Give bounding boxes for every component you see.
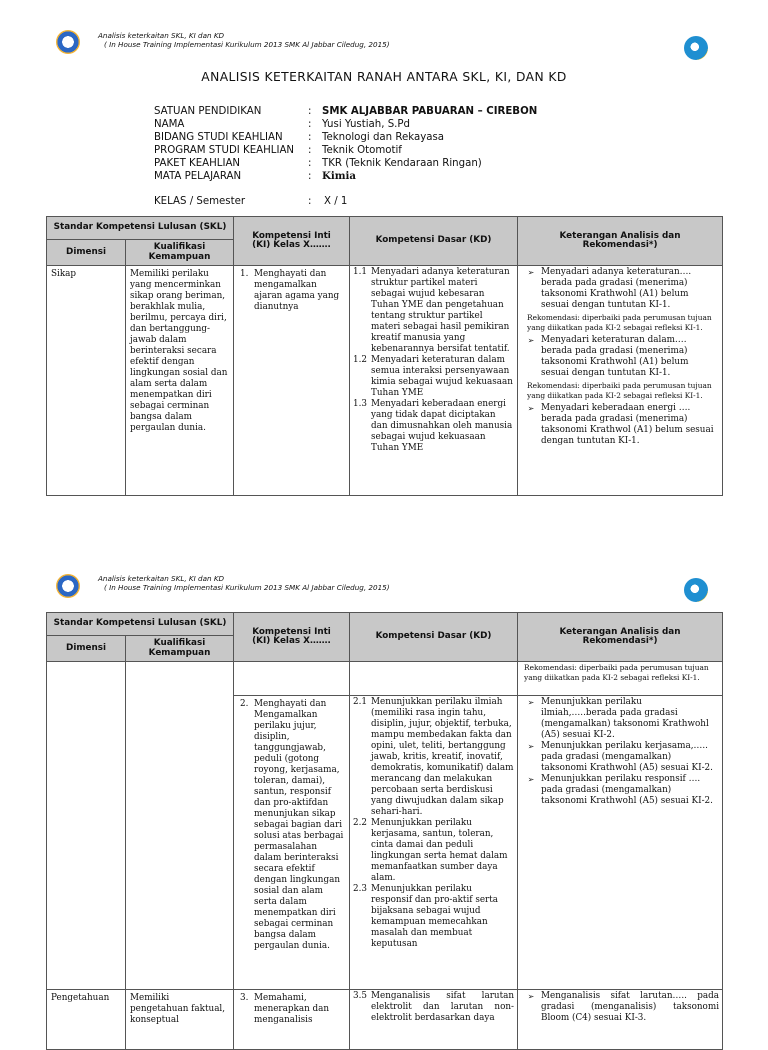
cell-dimensi <box>47 266 126 496</box>
info-value: Kimia <box>322 170 356 182</box>
ket-text: Menganalisis sifat larutan….. pada gradasi (menganalisis) taksonomi Bloom (C4) sesuai KI-3. <box>541 991 720 1023</box>
cell-ket <box>518 990 723 1050</box>
ki-number: 1. <box>240 269 249 279</box>
info-value: TKR (Teknik Kendaraan Ringan) <box>322 158 482 169</box>
header-kd: Kompetensi Dasar (KD) <box>350 217 518 266</box>
cell-ki-empty <box>234 662 350 696</box>
ket-item <box>521 741 719 774</box>
rekomendasi-text: Rekomendasi: diperbaiki pada perumusan tujuan yang diikatkan pada KI-2 sebagai refleksi KI-1. <box>527 381 712 400</box>
header-kualifikasi: Kualifikasi Kemampuan <box>126 240 234 266</box>
kd-item <box>353 884 514 950</box>
info-value: Teknik Otomotif <box>322 145 402 156</box>
info-label: SATUAN PENDIDIKAN <box>154 106 262 117</box>
info-label: PROGRAM STUDI KEAHLIAN <box>154 145 295 156</box>
ki-text: Menghayati dan Mengamalkan perilaku jujur, disiplin, tanggungjawab, peduli (gotong royong, kerjasama, toleran, damai), santun, responsif dan pro-aktifdan menunjukan sikap sebagai bagian dari solusi atas berbagai permasalahan dalam berinteraksi secara efektif dengan lingkungan sosial dan alam serta dalam menempatkan diri sebagai cerminan bangsa dalam pergaulan dunia. <box>254 699 344 951</box>
kd-item <box>353 991 514 1024</box>
kd-item <box>353 697 514 818</box>
kd-number: 2.1 <box>353 697 368 707</box>
info-label: BIDANG STUDI KEAHLIAN <box>154 132 283 143</box>
header-dimensi: Dimensi <box>47 636 126 662</box>
running-header <box>98 574 390 592</box>
info-colon: : <box>308 158 312 169</box>
info-value: Yusi Yustiah, S.Pd <box>322 119 411 130</box>
info-row-nama <box>154 118 537 131</box>
tutwuri-logo-icon <box>56 574 80 598</box>
cell-kd <box>350 696 518 990</box>
kd-number: 1.3 <box>353 399 368 409</box>
ket-text: Menyadari keberadaan energi …. berada pada gradasi (menerima) taksonomi Krathwol (A1) belum sesuai dengan tuntutan KI-1. <box>541 403 714 446</box>
info-label: NAMA <box>154 119 185 130</box>
bullet-arrow-icon: ➢ <box>527 698 535 707</box>
cell-ki <box>234 696 350 990</box>
ki-item <box>238 269 345 313</box>
info-label: KELAS / Semester <box>154 196 246 207</box>
ket-text: Menyadari keteraturan dalam…. berada pada gradasi (menerima) taksonomi Krathwohl (A1) belum sesuai dengan tuntutan KI-1. <box>541 335 689 378</box>
ket-item <box>521 697 719 741</box>
tutwuri-logo-icon <box>56 30 80 54</box>
cell-kualifikasi <box>126 266 234 496</box>
bullet-arrow-icon: ➢ <box>527 992 535 1001</box>
bullet-arrow-icon: ➢ <box>527 742 535 751</box>
school-logo-icon <box>684 578 708 602</box>
cell-ki <box>234 990 350 1050</box>
kd-item <box>353 399 514 454</box>
header-skl: Standar Kompetensi Lulusan (SKL) <box>47 613 234 636</box>
bullet-arrow-icon: ➢ <box>527 336 535 345</box>
header-kualifikasi: Kualifikasi Kemampuan <box>126 636 234 662</box>
header-ki: Kompetensi Inti (KI) Kelas X……. <box>234 613 350 662</box>
ki-text: Menghayati dan mengamalkan ajaran agama yang dianutnya <box>254 269 340 312</box>
info-colon: : <box>308 106 312 117</box>
cell-kd <box>350 990 518 1050</box>
kd-text: Menyadari adanya keteraturan struktur partikel materi sebagai wujud kebesaran Tuhan YME dan pengetahuan tentang struktur partikel materi sebagai hasil pemikiran kreatif manusia yang kebenarannya bersifat tentatif. <box>371 267 510 354</box>
running-header <box>98 31 390 49</box>
cell-kualifikasi <box>126 990 234 1050</box>
ket-text: Menunjukkan perilaku kerjasama,….. pada gradasi (mengamalkan) taksonomi Krathwohl (A5) sesuai KI-2. <box>541 741 713 773</box>
info-label: PAKET KEAHLIAN <box>154 158 241 169</box>
cell-kd-empty <box>350 662 518 696</box>
cell-ket <box>518 696 723 990</box>
ki-item <box>238 699 345 952</box>
ket-item <box>521 267 719 311</box>
cell-dimensi <box>47 990 126 1050</box>
ki-number: 2. <box>240 699 249 709</box>
kd-item <box>353 267 514 355</box>
identity-block <box>154 105 537 208</box>
kd-number: 2.3 <box>353 884 368 894</box>
cell-kualifikasi-empty <box>126 662 234 990</box>
info-value: X / 1 <box>324 196 348 207</box>
header-line-1: Analisis keterkaitan SKL, KI dan KD <box>98 574 225 583</box>
cell-ket <box>518 266 723 496</box>
bullet-arrow-icon: ➢ <box>527 775 535 784</box>
kualifikasi-text: Memiliki perilaku yang mencerminkan sikap orang beriman, berakhlak mulia, berilmu, percaya diri, dan bertanggung-jawab dalam berinteraksi secara efektif dengan lingkungan sosial dan alam serta dalam menempatkan diri sebagai cerminan bangsa dalam pergaulan dunia. <box>130 269 228 433</box>
header-line-2: ( In House Training Implementasi Kurikulum 2013 SMK Al Jabbar Ciledug, 2015) <box>104 40 390 49</box>
ki-number: 3. <box>240 993 249 1003</box>
info-row-satuan <box>154 105 537 118</box>
ket-item <box>521 774 719 807</box>
ki-text: Memahami, menerapkan dan menganalisis <box>254 993 330 1025</box>
header-dimensi: Dimensi <box>47 240 126 266</box>
info-row-kelas <box>154 195 537 208</box>
kd-item <box>353 355 514 399</box>
info-colon: : <box>308 171 312 182</box>
kd-text: Menunjukkan perilaku responsif dan pro-aktif serta bijaksana sebagai wujud kemampuan memecahkan masalah dan membuat keputusan <box>371 884 499 949</box>
kualifikasi-text: Memiliki pengetahuan faktual, konseptual <box>130 993 226 1025</box>
kd-text: Menyadari keberadaan energi yang tidak dapat diciptakan dan dimusnahkan oleh manusia sebagai wujud kekuasaan Tuhan YME <box>371 399 513 453</box>
info-colon: : <box>308 196 312 207</box>
rekomendasi-text: Rekomendasi: diperbaiki pada perumusan tujuan yang diikatkan pada KI-2 sebagai refleksi KI-1. <box>527 313 712 332</box>
info-label: MATA PELAJARAN <box>154 171 242 182</box>
header-skl: Standar Kompetensi Lulusan (SKL) <box>47 217 234 240</box>
bullet-arrow-icon: ➢ <box>527 268 535 277</box>
cell-ket-rek <box>518 662 723 696</box>
cell-dimensi-empty <box>47 662 126 990</box>
kd-item <box>353 818 514 884</box>
kd-number: 3.5 <box>353 991 368 1001</box>
header-line-1: Analisis keterkaitan SKL, KI dan KD <box>98 31 225 40</box>
analysis-table-page-1 <box>46 216 723 496</box>
dimensi-text: Pengetahuan <box>51 993 110 1003</box>
ket-item <box>521 403 719 447</box>
ki-item <box>238 993 345 1026</box>
info-colon: : <box>308 145 312 156</box>
info-row-mapel <box>154 170 537 183</box>
info-row-paket <box>154 157 537 170</box>
kd-number: 2.2 <box>353 818 368 828</box>
analysis-table-page-2 <box>46 612 723 1050</box>
ket-text: Menunjukkan perilaku ilmiah,…..berada pada gradasi (mengamalkan) taksonomi Krathwohl (A5) sesuai KI-2. <box>541 697 709 740</box>
info-colon: : <box>308 119 312 130</box>
rekomendasi-text: Rekomendasi: diperbaiki pada perumusan tujuan yang diikatkan pada KI-2 sebagai refleksi KI-1. <box>524 663 709 682</box>
page-title: ANALISIS KETERKAITAN RANAH ANTARA SKL, KI, DAN KD <box>201 70 567 84</box>
kd-text: Menyadari keteraturan dalam semua interaksi persenyawaan kimia sebagai wujud kekuasaan Tuhan YME <box>371 355 513 398</box>
header-ki: Kompetensi Inti (KI) Kelas X……. <box>234 217 350 266</box>
kd-number: 1.1 <box>353 267 368 277</box>
cell-kd <box>350 266 518 496</box>
kd-text: Menganalisis sifat larutan elektrolit dan larutan non-elektrolit berdasarkan daya <box>371 991 515 1023</box>
ket-text: Menyadari adanya keteraturan…. berada pada gradasi (menerima) taksonomi Krathwohl (A1) belum sesuai dengan tuntutan KI-1. <box>541 267 692 310</box>
header-ket: Keterangan Analisis dan Rekomendasi*) <box>518 613 723 662</box>
header-ket: Keterangan Analisis dan Rekomendasi*) <box>518 217 723 266</box>
info-value: Teknologi dan Rekayasa <box>322 132 445 143</box>
info-row-program <box>154 144 537 157</box>
kd-text: Menunjukkan perilaku ilmiah (memiliki rasa ingin tahu, disiplin, jujur, objektif, terbuka, mampu membedakan fakta dan opini, ulet, teliti, bertanggung jawab, kritis, kreatif, inovatif, demokratis, komunikatif) dalam merancang dan melakukan percobaan serta berdiskusi yang diwujudkan dalam sikap sehari-hari. <box>371 697 514 817</box>
info-colon: : <box>308 132 312 143</box>
info-row-bidang <box>154 131 537 144</box>
info-value: SMK ALJABBAR PABUARAN – CIREBON <box>322 106 538 117</box>
header-kd: Kompetensi Dasar (KD) <box>350 613 518 662</box>
header-line-2: ( In House Training Implementasi Kurikulum 2013 SMK Al Jabbar Ciledug, 2015) <box>104 583 390 592</box>
kd-text: Menunjukkan perilaku kerjasama, santun, toleran, cinta damai dan peduli lingkungan serta hemat dalam memanfaatkan sumber daya alam. <box>371 818 508 883</box>
ket-text: Menunjukkan perilaku responsif …. pada gradasi (mengamalkan) taksonomi Krathwohl (A5) sesuai KI-2. <box>541 774 713 806</box>
dimensi-text: Sikap <box>51 269 77 279</box>
cell-ki <box>234 266 350 496</box>
school-logo-icon <box>684 36 708 60</box>
ket-item <box>521 991 719 1024</box>
ket-item <box>521 335 719 379</box>
bullet-arrow-icon: ➢ <box>527 404 535 413</box>
kd-number: 1.2 <box>353 355 368 365</box>
